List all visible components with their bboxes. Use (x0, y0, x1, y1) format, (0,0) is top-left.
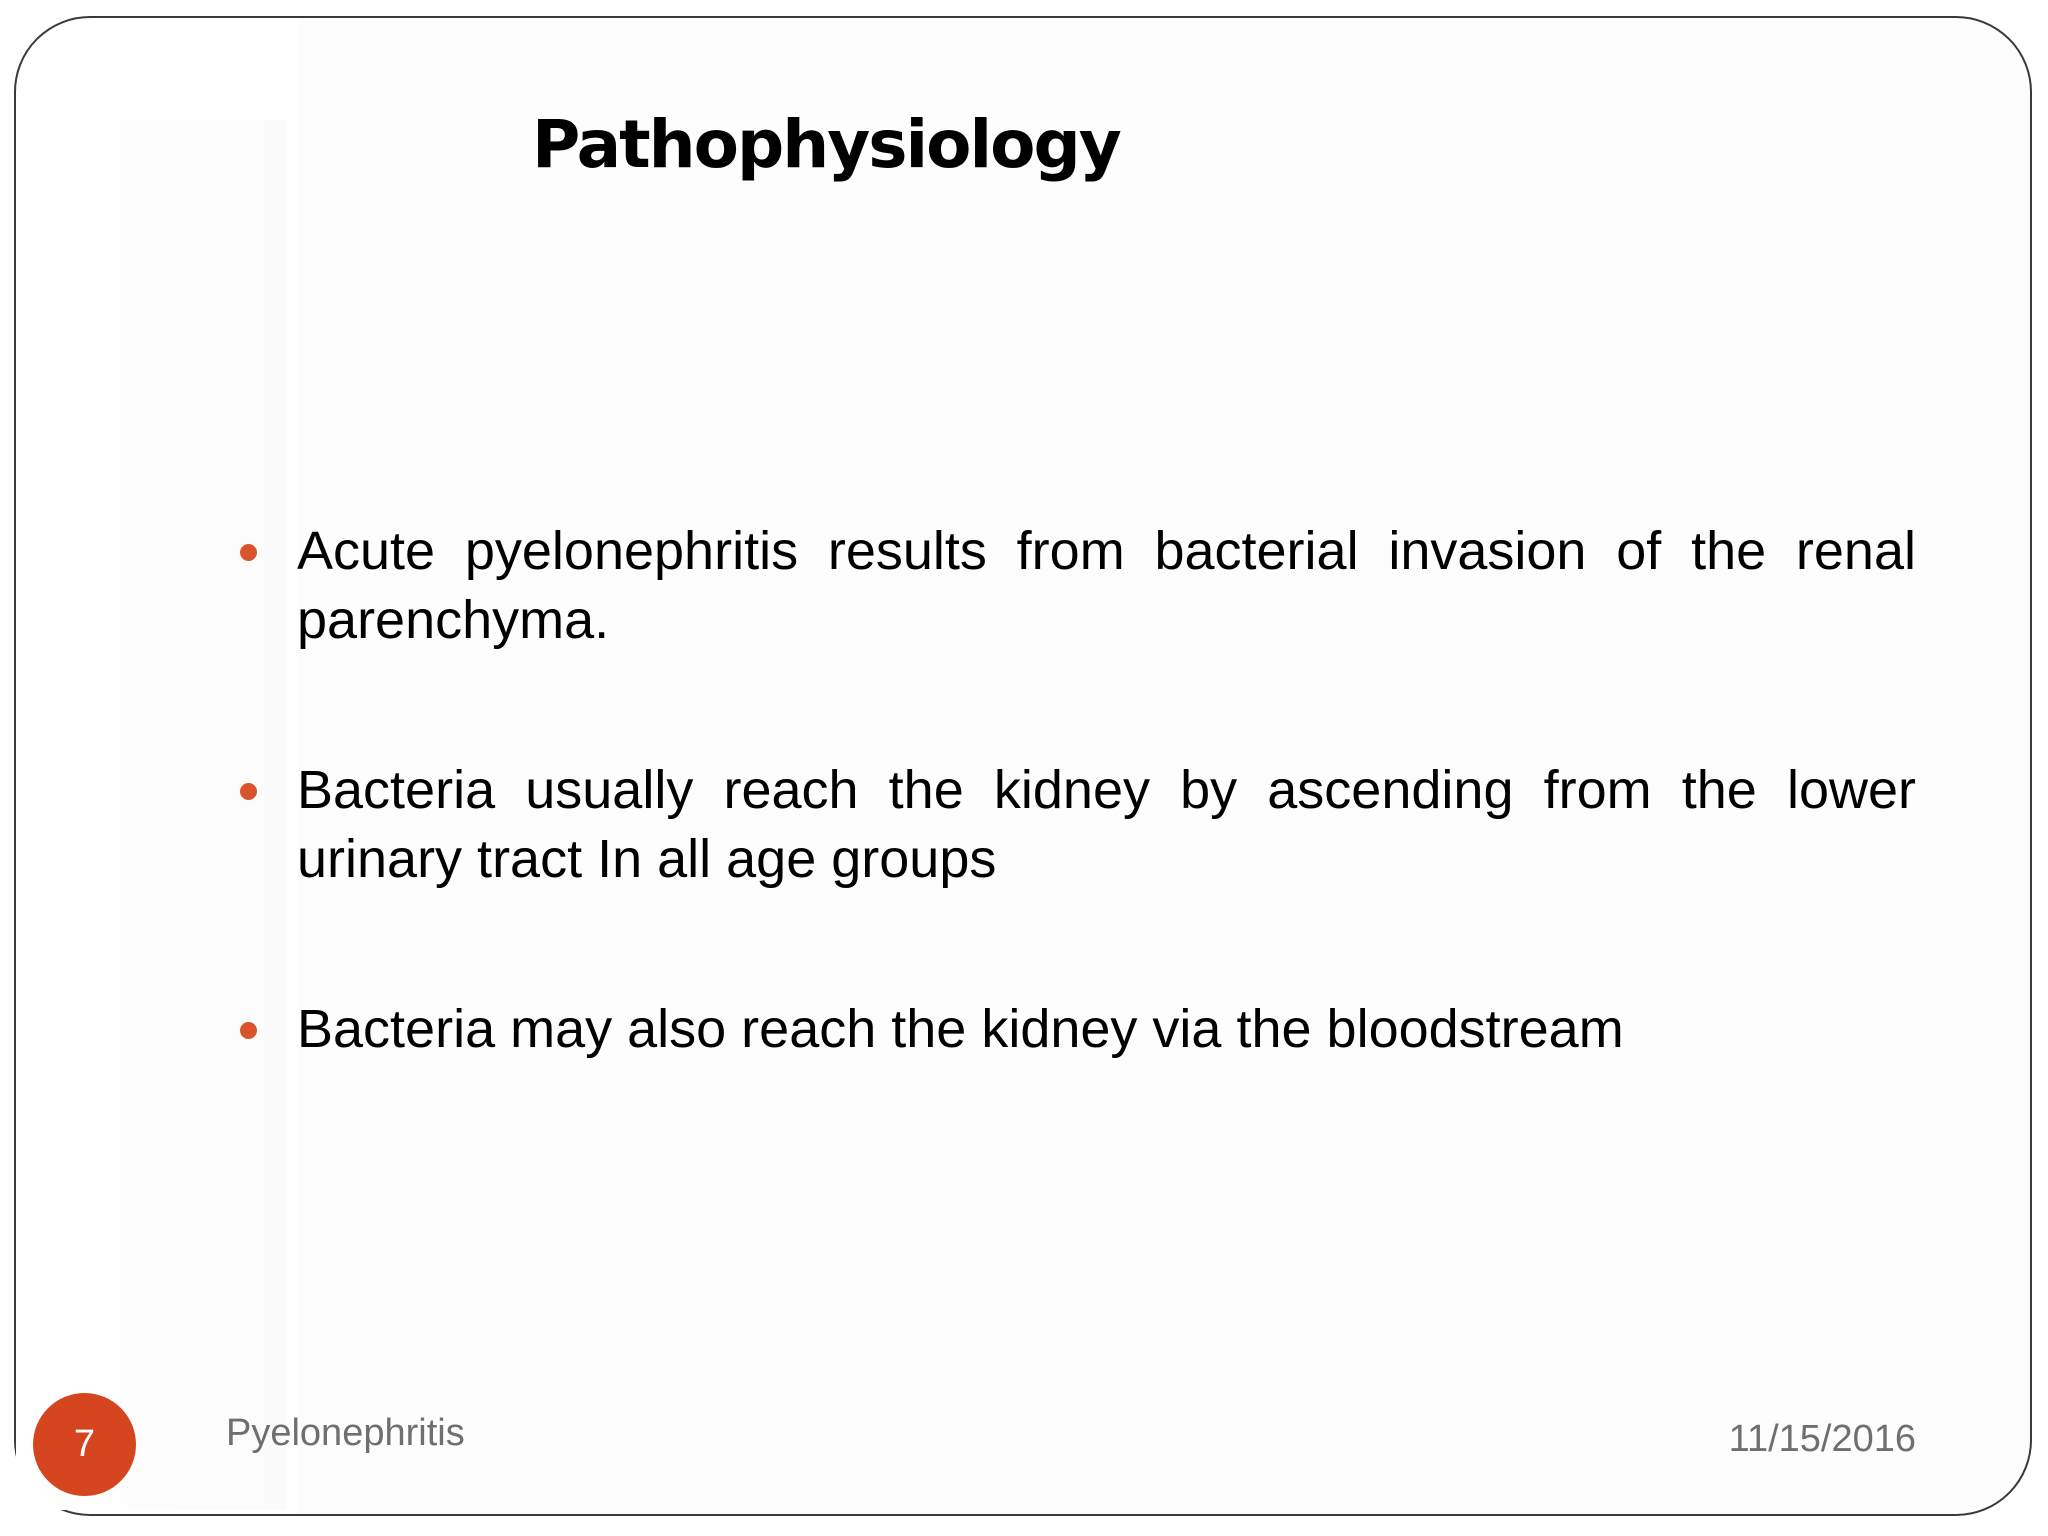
bullet-item (240, 756, 1916, 894)
bullet-text: Bacteria usually reach the kidney by ascending from the lower urinary tract In all age groups (297, 760, 1916, 889)
page-number: 7 (73, 1423, 96, 1465)
footer-presentation-title: Pyelonephritis (226, 1412, 465, 1454)
bullet-dot-icon (240, 783, 257, 800)
bullet-item (240, 995, 1916, 1064)
bullet-list (240, 517, 1916, 1064)
bullet-item (240, 517, 1916, 655)
slide-title: Pathophysiology (532, 106, 1120, 183)
bullet-dot-icon (240, 544, 257, 561)
footer-date: 11/15/2016 (1728, 1418, 1916, 1460)
bullet-text: Acute pyelonephritis results from bacterial invasion of the renal parenchyma. (297, 521, 1916, 650)
bullet-text: Bacteria may also reach the kidney via the bloodstream (297, 999, 1624, 1059)
bullet-dot-icon (240, 1022, 257, 1039)
page-number-badge (33, 1393, 136, 1496)
